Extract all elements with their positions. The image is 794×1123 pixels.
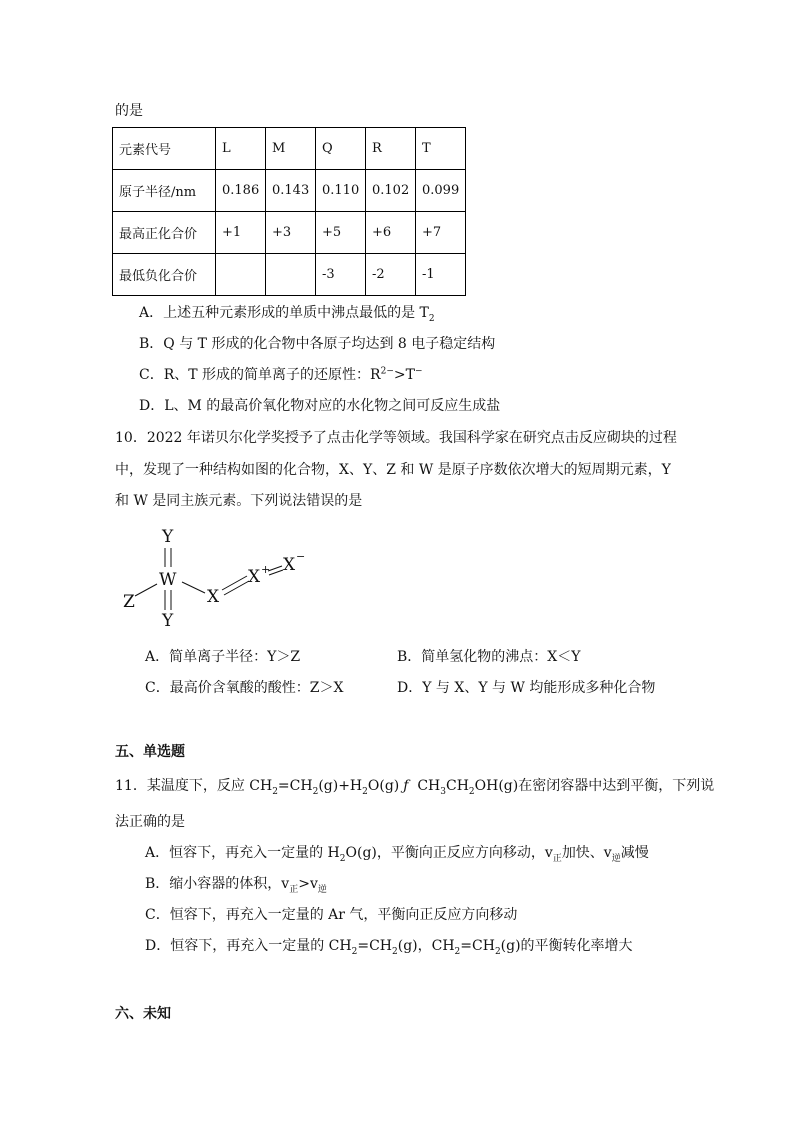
intro-tail: 的是 — [115, 103, 143, 119]
q11-option-b — [145, 874, 327, 894]
charge-plus: + — [261, 563, 271, 576]
table-row — [113, 170, 466, 212]
table-cell: +3 — [266, 212, 316, 254]
table-cell: -3 — [316, 254, 366, 296]
text-run: >v — [298, 876, 318, 892]
table-cell: 0.102 — [366, 170, 416, 212]
double-bond — [224, 581, 249, 595]
text-run: (g)，CH — [397, 938, 455, 954]
text-run: CH — [408, 778, 441, 794]
table-cell: -2 — [366, 254, 416, 296]
atom-w: W — [159, 570, 177, 590]
table-cell: Q — [316, 128, 366, 170]
q9-option-c-text: >T — [393, 367, 415, 383]
text-run: 11．某温度下，反应 CH — [115, 778, 273, 794]
q10-option-b: B．简单氢化物的沸点：X＜Y — [397, 649, 581, 665]
q10-option-d: D．Y 与 X、Y 与 W 均能形成多种化合物 — [397, 680, 656, 696]
atom-x3: X — [283, 555, 296, 575]
subscript: 2 — [494, 946, 501, 957]
text-run: (g)的平衡转化率增大 — [500, 938, 633, 954]
section-heading: 五、单选题 — [115, 744, 185, 760]
row-header: 原子半径/nm — [113, 170, 216, 212]
row-header: 最高正化合价 — [113, 212, 216, 254]
table-cell — [216, 254, 266, 296]
subscript: 2 — [272, 786, 278, 797]
table-row — [113, 254, 466, 296]
double-bond — [269, 570, 283, 575]
atom-y-bottom: Y — [162, 611, 174, 631]
element-table — [112, 127, 466, 296]
q10-stem-line1: 10．2022 年诺贝尔化学奖授予了点击化学等领域。我国科学家在研究点击反应砌块的过程 — [115, 430, 677, 446]
subscript: 逆 — [611, 853, 621, 864]
table-cell: -1 — [416, 254, 466, 296]
text-run: 减慢 — [620, 845, 649, 861]
row-header: 元素代号 — [113, 128, 216, 170]
text-run: A．恒容下，再充入一定量的 H — [145, 845, 340, 861]
text-run: O(g) — [367, 778, 400, 794]
text-run: D．恒容下，再充入一定量的 CH — [145, 938, 352, 954]
q9-option-a — [139, 303, 435, 323]
molecule-structure-diagram — [112, 522, 312, 632]
subscript: 2 — [454, 946, 461, 957]
text-run: (g)+H — [318, 778, 363, 794]
single-bond — [135, 584, 157, 596]
table-cell: +6 — [366, 212, 416, 254]
q11-option-a — [145, 843, 649, 863]
double-bond — [222, 576, 247, 590]
subscript: 2 — [312, 786, 319, 797]
atom-x2: X — [248, 567, 261, 587]
atom-y-top: Y — [162, 527, 174, 547]
row-header: 最低负化合价 — [113, 254, 216, 296]
subscript: 正 — [289, 884, 299, 895]
q9-option-b: B．Q 与 T 形成的化合物中各原子均达到 8 电子稳定结构 — [139, 336, 496, 352]
subscript: 2 — [468, 786, 475, 797]
table-row — [113, 212, 466, 254]
superscript: − — [414, 366, 423, 377]
text-run: O(g)，平衡向正反应方向移动，v — [345, 845, 553, 861]
subscript: 2 — [351, 946, 358, 957]
subscript: 3 — [440, 786, 446, 797]
table-cell: 0.099 — [416, 170, 466, 212]
text-run: =CH — [357, 938, 392, 954]
q9-option-c — [139, 365, 423, 385]
subscript: 逆 — [317, 884, 327, 895]
table-cell: 0.186 — [216, 170, 266, 212]
q10-option-a: A．简单离子半径：Y＞Z — [145, 649, 301, 665]
table-cell — [266, 254, 316, 296]
single-bond — [182, 582, 205, 593]
equilibrium-symbol: ƒ — [403, 778, 409, 794]
text-run: =CH — [460, 938, 495, 954]
subscript: 2 — [428, 313, 435, 324]
q10-stem-line3: 和 W 是同主族元素。下列说法错误的是 — [115, 493, 363, 509]
subscript: 2 — [362, 786, 368, 797]
text-run: B．缩小容器的体积，v — [145, 876, 290, 892]
charge-minus: − — [296, 550, 306, 563]
q10-option-c: C．最高价含氧酸的酸性：Z＞X — [145, 680, 344, 696]
table-cell: L — [216, 128, 266, 170]
atom-z: Z — [123, 592, 135, 612]
table-cell: +1 — [216, 212, 266, 254]
q11-stem-line1 — [115, 776, 714, 796]
subscript: 2 — [392, 946, 398, 957]
subscript: 正 — [552, 853, 562, 864]
table-cell: T — [416, 128, 466, 170]
text-run: 加快、v — [561, 845, 612, 861]
q11-stem-line2: 法正确的是 — [115, 814, 185, 830]
text-run: OH(g)在密闭容器中达到平衡，下列说 — [474, 778, 715, 794]
q10-stem-line2: 中，发现了一种结构如图的化合物，X、Y、Z 和 W 是原子序数依次增大的短周期元素，Y — [115, 462, 671, 478]
superscript: 2− — [380, 366, 394, 377]
q11-option-c: C．恒容下，再充入一定量的 Ar 气，平衡向正反应方向移动 — [145, 907, 518, 923]
q9-option-d: D．L、M 的最高价氧化物对应的水化物之间可反应生成盐 — [139, 398, 501, 414]
atom-x1: X — [207, 587, 220, 607]
text-run: CH — [446, 778, 469, 794]
table-cell: +7 — [416, 212, 466, 254]
table-cell: M — [266, 128, 316, 170]
subscript: 2 — [339, 853, 346, 864]
section-heading: 六、未知 — [115, 1006, 171, 1022]
table-cell: R — [366, 128, 416, 170]
q9-option-a-text: A．上述五种元素形成的单质中沸点最低的是 T — [139, 305, 429, 321]
text-run: =CH — [277, 778, 313, 794]
q11-option-d — [145, 936, 633, 956]
table-cell: 0.143 — [266, 170, 316, 212]
table-cell: +5 — [316, 212, 366, 254]
q9-option-c-text: C．R、T 形成的简单离子的还原性：R — [139, 367, 381, 383]
table-cell: 0.110 — [316, 170, 366, 212]
table-row — [113, 128, 466, 170]
